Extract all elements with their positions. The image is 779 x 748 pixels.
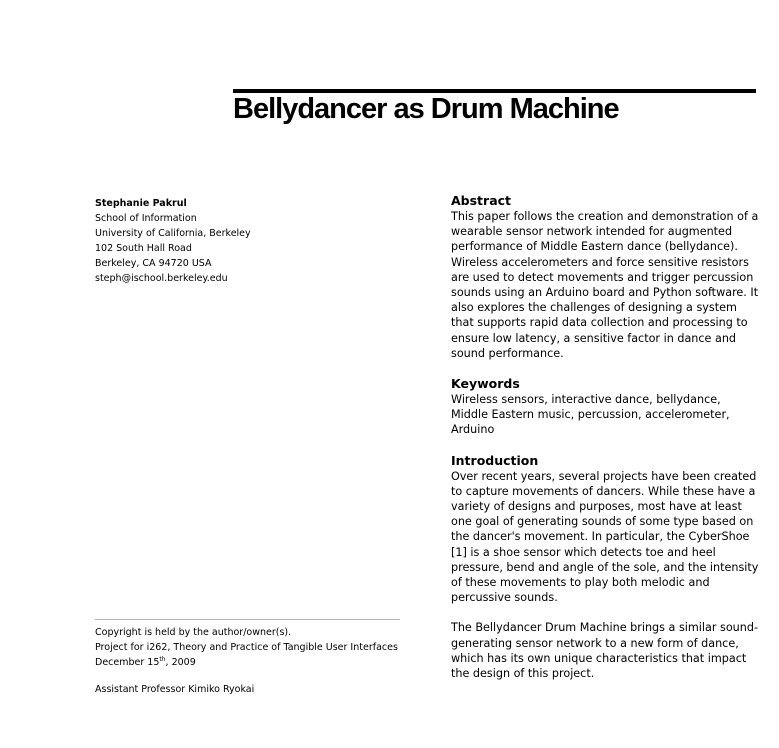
project-line: Project for i262, Theory and Practice of Tangible User Interfaces (95, 642, 398, 653)
author-name: Stephanie Pakrul (95, 198, 187, 209)
introduction-section (451, 452, 761, 682)
copyright-footnote (95, 625, 400, 697)
date-line (95, 655, 400, 670)
author-address-street: 102 South Hall Road (95, 243, 192, 254)
author-affiliation-school: School of Information (95, 213, 197, 224)
author-address-city: Berkeley, CA 94720 USA (95, 258, 212, 269)
keywords-body: Wireless sensors, interactive dance, bellydance, Middle Eastern music, percussion, accelerometer, Arduino (451, 393, 730, 437)
paper-title: Bellydancer as Drum Machine (233, 93, 619, 125)
keywords-section (451, 375, 761, 438)
abstract-section (451, 192, 761, 361)
introduction-paragraph-2: The Bellydancer Drum Machine brings a similar sound-generating sensor network to a new form of dance, which has its own unique characteristics that impact the design of this project. (451, 621, 758, 681)
copyright-line: Copyright is held by the author/owner(s). (95, 627, 292, 638)
date-suffix: , 2009 (165, 657, 196, 668)
keywords-heading: Keywords (451, 376, 520, 392)
author-affiliation-university: University of California, Berkeley (95, 228, 251, 239)
date-prefix: December 15 (95, 657, 160, 668)
author-email: steph@ischool.berkeley.edu (95, 273, 228, 284)
date-superscript: th (159, 655, 166, 663)
main-column (451, 192, 761, 695)
advisor-line: Assistant Professor Kimiko Ryokai (95, 684, 255, 695)
introduction-paragraph-1: Over recent years, several projects have been created to capture movements of dancers. While these have a variety of designs and purposes, most have at least one goal of generating sounds of some type based on the dancer's movement. In particular, the CyberShoe [1] is a shoe sensor which detects toe and heel pressure, bend and angle of the sole, and the intensity of these movements to play both melodic and percussive sounds. (451, 469, 759, 605)
abstract-heading: Abstract (451, 193, 512, 208)
author-block (95, 196, 395, 286)
introduction-heading: Introduction (451, 452, 539, 468)
abstract-body: This paper follows the creation and demonstration of a wearable sensor network intended for augmented performance of Middle Eastern dance (bellydance). Wireless accelerometers and force sensitive resistors are used to detect movements and trigger percussion sounds using an Arduino board and Python software. It also explores the challenges of designing a system that supports rapid data collection and processing to ensure low latency, a sensitive factor in dance and sound performance. (451, 210, 759, 360)
footnote-rule (95, 619, 400, 620)
